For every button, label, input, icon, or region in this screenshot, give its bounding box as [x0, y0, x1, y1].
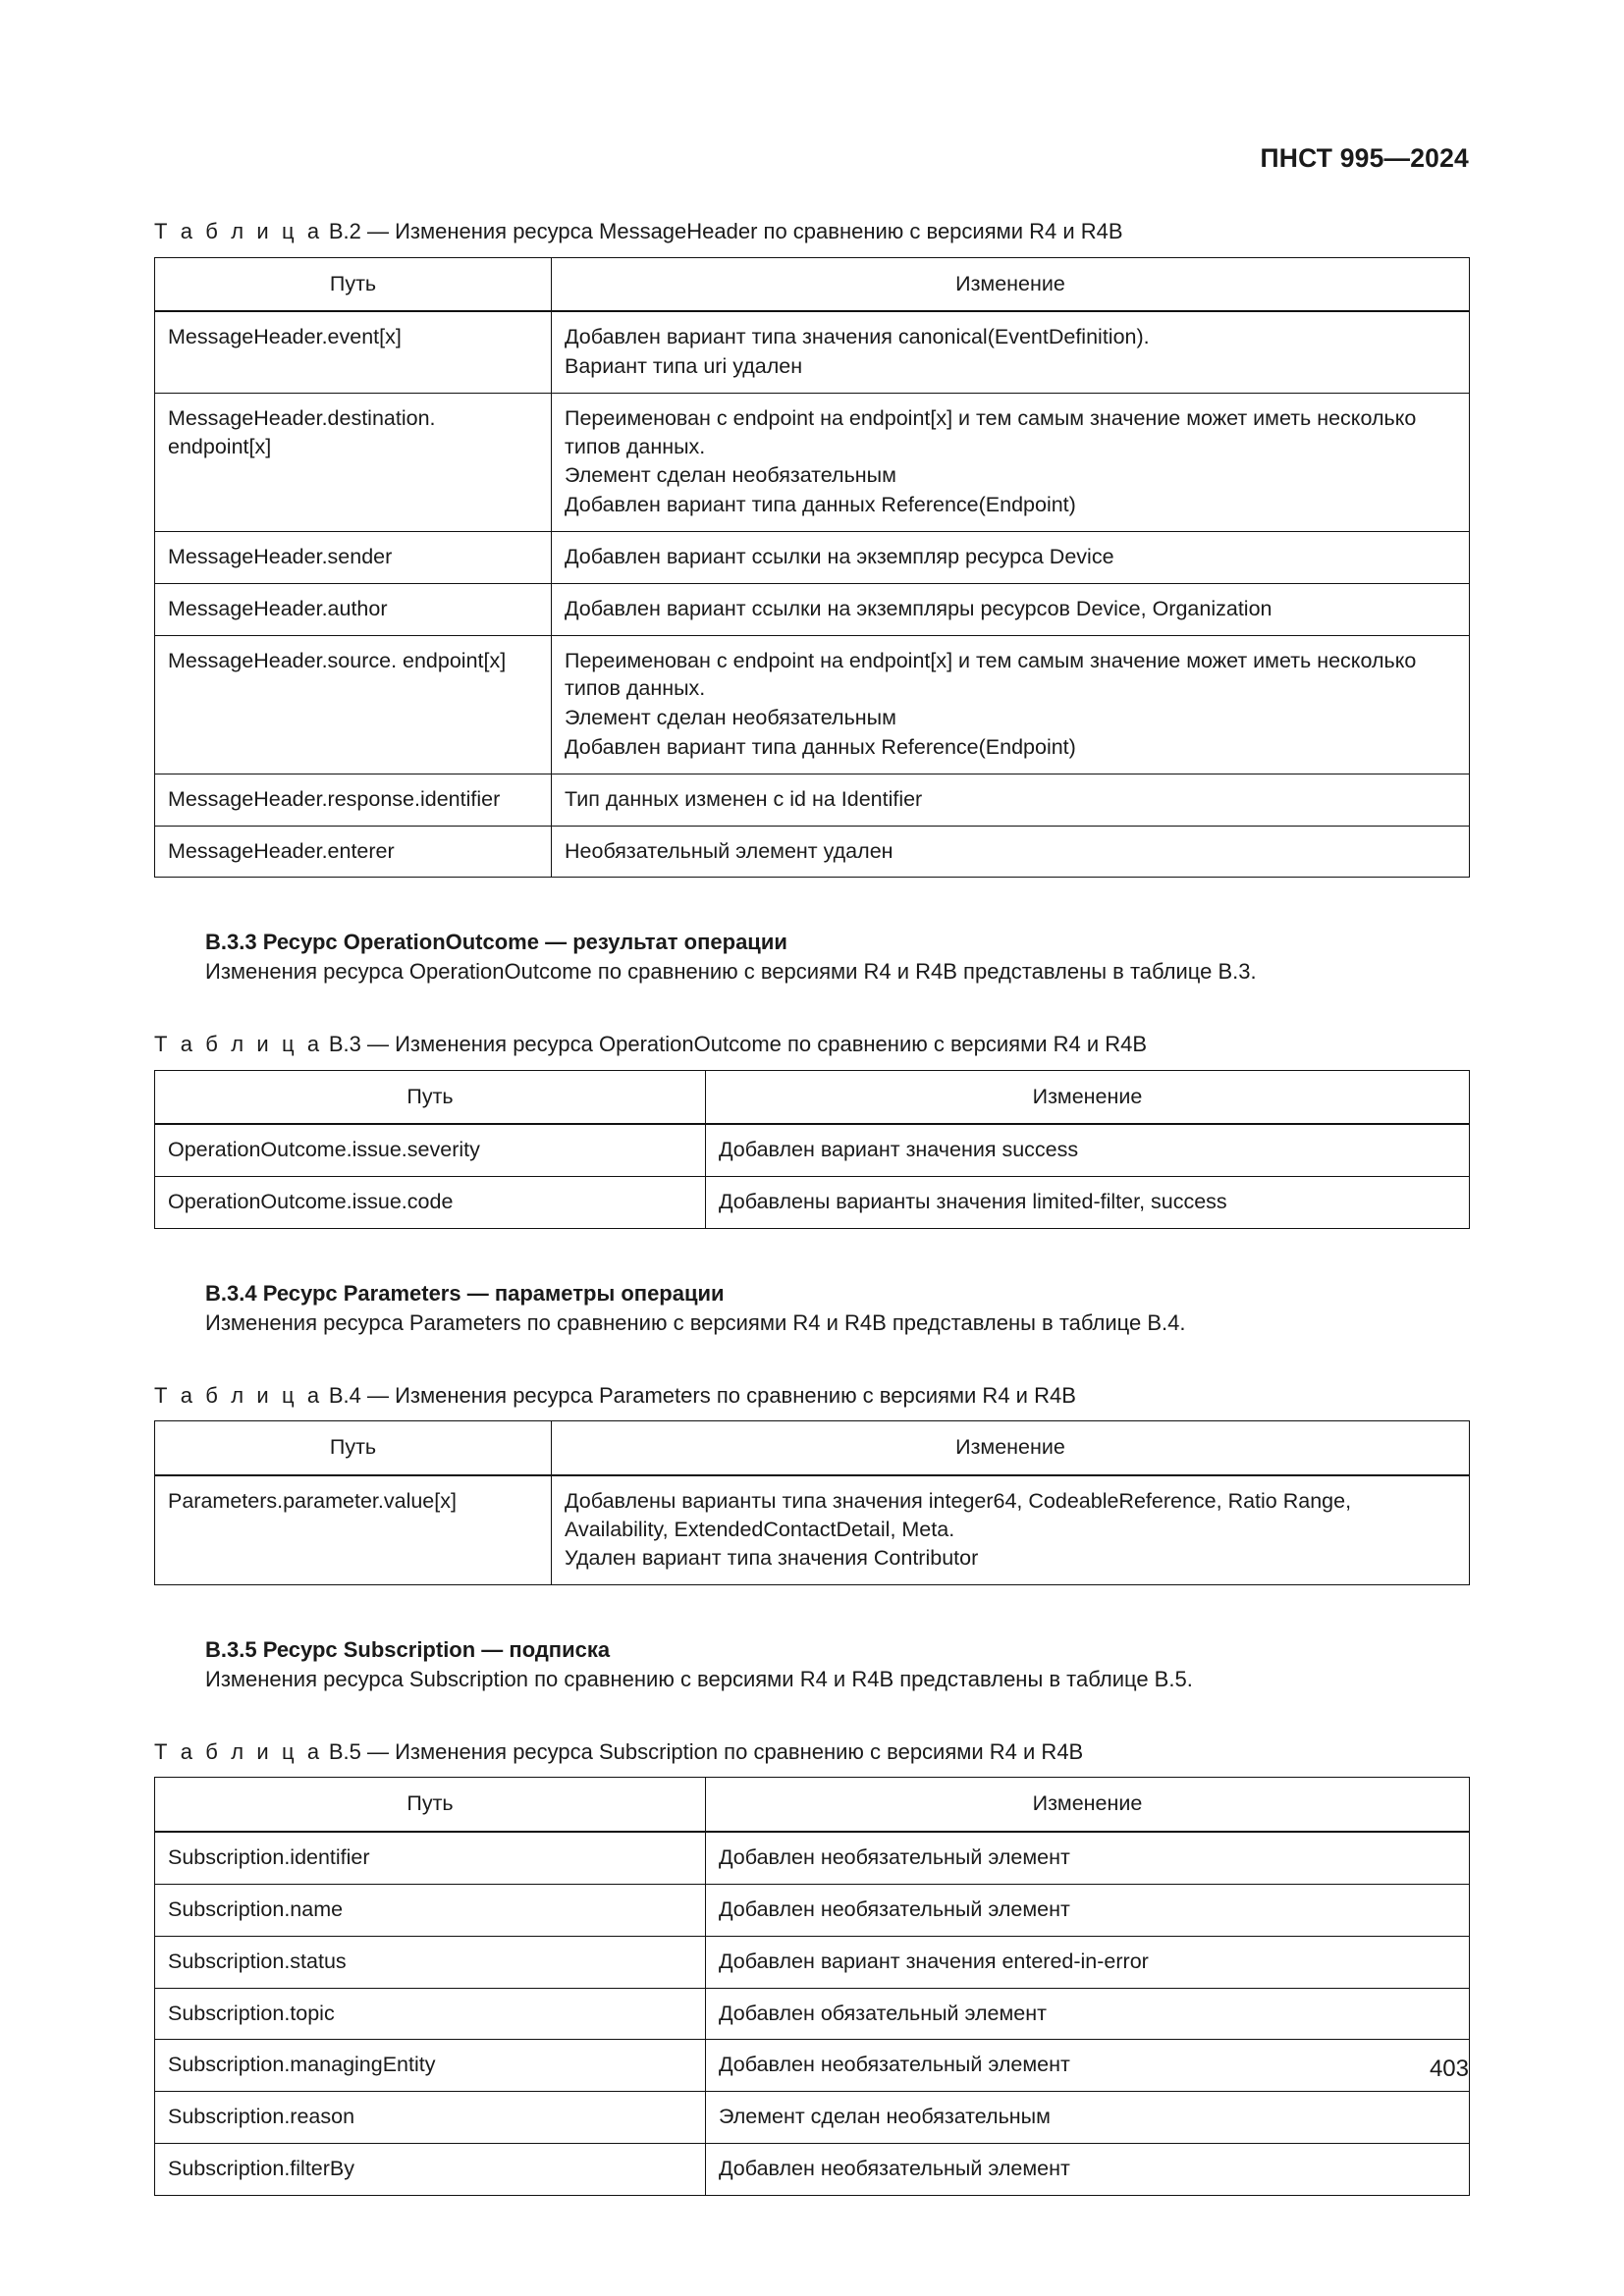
table-b2-col-change: Изменение: [552, 257, 1470, 311]
heading-b33: В.3.3 Ресурс OperationOutcome — результат операции: [205, 930, 787, 955]
table-b3-col-path: Путь: [155, 1070, 706, 1124]
cell-path: Subscription.reason: [155, 2092, 706, 2144]
table-b5-col-path: Путь: [155, 1778, 706, 1832]
cell-path: MessageHeader.response.identifier: [155, 774, 552, 826]
table-row: [155, 311, 1470, 393]
page-content: [154, 218, 1470, 2196]
cell-change: [552, 1475, 1470, 1585]
cell-change: [552, 393, 1470, 531]
cell-change: [706, 1832, 1470, 1884]
change-line: Добавлены варианты значения limited-filter, success: [719, 1190, 1227, 1214]
heading-b34: В.3.4 Ресурс Parameters — параметры операции: [205, 1280, 725, 1306]
cell-path: Parameters.parameter.value[x]: [155, 1475, 552, 1585]
cell-path: MessageHeader.destination. endpoint[x]: [155, 393, 552, 531]
table-row: [155, 1475, 1470, 1585]
table-b4-header-row: [155, 1421, 1470, 1475]
table-row: [155, 1936, 1470, 1988]
cell-change: [706, 1988, 1470, 2040]
change-line: Добавлен вариант типа данных Reference(Endpoint): [565, 493, 1076, 517]
change-line: Добавлен необязательный элемент: [719, 2156, 1070, 2180]
table-b4-col-change: Изменение: [552, 1421, 1470, 1475]
cell-change: [552, 774, 1470, 826]
heading-b35: В.3.5 Ресурс Subscription — подписка: [205, 1637, 611, 1663]
change-line: Элемент сделан необязательным: [719, 2105, 1051, 2129]
cell-path: MessageHeader.sender: [155, 532, 552, 584]
change-line: Переименован с endpoint на endpoint[x] и тем самым значение может иметь несколько типов данных.: [565, 405, 1417, 458]
table-b2: [154, 257, 1470, 879]
cell-path: OperationOutcome.issue.severity: [155, 1124, 706, 1176]
table-b3-header-row: [155, 1070, 1470, 1124]
table-b2-col-path: Путь: [155, 257, 552, 311]
cell-change: [706, 1124, 1470, 1176]
change-line: Добавлен вариант ссылки на экземпляры ресурсов Device, Organization: [565, 596, 1272, 620]
cell-path: MessageHeader.event[x]: [155, 311, 552, 393]
table-row: [155, 774, 1470, 826]
change-line: Элемент сделан необязательным: [565, 463, 896, 488]
table-caption-b4-text: В.4 — Изменения ресурса Parameters по сравнению с версиями R4 и R4B: [328, 1382, 1076, 1408]
table-row: [155, 635, 1470, 774]
cell-path: MessageHeader.enterer: [155, 826, 552, 878]
table-caption-b4: [154, 1382, 1470, 1410]
paragraph-b34: Изменения ресурса Parameters по сравнению с версиями R4 и R4B представлены в таблице В.4.: [205, 1309, 1186, 1335]
table-row: [155, 1124, 1470, 1176]
change-line: Тип данных изменен с id на Identifier: [565, 786, 923, 811]
change-line: Вариант типа uri удален: [565, 354, 803, 379]
table-caption-b4-label: Т а б л и ц а: [154, 1382, 323, 1408]
table-b4-col-path: Путь: [155, 1421, 552, 1475]
spacer: [154, 878, 1470, 929]
spacer: [154, 1693, 1470, 1738]
table-b5-header-row: [155, 1778, 1470, 1832]
standard-identifier: ПНСТ 995—2024: [1260, 143, 1469, 173]
change-line: Добавлен вариант значения success: [719, 1138, 1079, 1162]
table-caption-b5-text: В.5 — Изменения ресурса Subscription по сравнению с версиями R4 и R4B: [328, 1738, 1084, 1764]
table-b3-col-change: Изменение: [706, 1070, 1470, 1124]
table-caption-b2-text: В.2 — Изменения ресурса MessageHeader по сравнению с версиями R4 и R4B: [328, 219, 1123, 243]
change-line: Добавлен вариант ссылки на экземпляр ресурса Device: [565, 545, 1114, 569]
spacer: [154, 1585, 1470, 1636]
table-row: [155, 2143, 1470, 2195]
page-number: 403: [1429, 2056, 1469, 2082]
table-b5-col-change: Изменение: [706, 1778, 1470, 1832]
cell-path: Subscription.name: [155, 1885, 706, 1937]
change-line: Удален вариант типа значения Contributor: [565, 1546, 979, 1571]
cell-change: [706, 1885, 1470, 1937]
cell-path: Subscription.managingEntity: [155, 2040, 706, 2092]
table-caption-b2-label: Т а б л и ц а: [154, 219, 323, 243]
table-row: [155, 393, 1470, 531]
table-caption-b2: [154, 218, 1470, 245]
table-b3: [154, 1070, 1470, 1229]
change-line: Добавлен вариант значения entered-in-error: [719, 1949, 1149, 1973]
table-caption-b3: [154, 1031, 1470, 1058]
paragraph-b33: Изменения ресурса OperationOutcome по сравнению с версиями R4 и R4B представлены в таблице В.3.: [205, 959, 1257, 985]
cell-path: Subscription.topic: [155, 1988, 706, 2040]
cell-change: [706, 2143, 1470, 2195]
cell-path: Subscription.identifier: [155, 1832, 706, 1884]
table-b5: [154, 1777, 1470, 2195]
cell-change: [552, 311, 1470, 393]
table-row: [155, 1832, 1470, 1884]
table-row: [155, 826, 1470, 878]
cell-change: [552, 635, 1470, 774]
table-caption-b5: [154, 1738, 1470, 1766]
table-caption-b3-label: Т а б л и ц а: [154, 1032, 323, 1057]
table-row: [155, 1177, 1470, 1229]
table-row: [155, 1885, 1470, 1937]
cell-path: Subscription.status: [155, 1936, 706, 1988]
cell-change: [706, 2092, 1470, 2144]
cell-path: Subscription.filterBy: [155, 2143, 706, 2195]
table-caption-b5-label: Т а б л и ц а: [154, 1738, 323, 1764]
table-row: [155, 532, 1470, 584]
cell-change: [706, 1177, 1470, 1229]
change-line: Добавлен необязательный элемент: [719, 1897, 1070, 1921]
change-line: Переименован с endpoint на endpoint[x] и тем самым значение может иметь несколько типов данных.: [565, 648, 1417, 701]
change-line: Необязательный элемент удален: [565, 838, 893, 863]
table-b4: [154, 1420, 1470, 1585]
change-line: Добавлен необязательный элемент: [719, 2053, 1070, 2077]
spacer: [154, 986, 1470, 1031]
change-line: Добавлен вариант типа данных Reference(Endpoint): [565, 735, 1076, 760]
cell-path: MessageHeader.source. endpoint[x]: [155, 635, 552, 774]
change-line: Элемент сделан необязательным: [565, 706, 896, 730]
cell-change: [552, 532, 1470, 584]
change-line: Добавлен обязательный элемент: [719, 2001, 1047, 2025]
table-row: [155, 583, 1470, 635]
paragraph-b35: Изменения ресурса Subscription по сравнению с версиями R4 и R4B представлены в таблице В.5.: [205, 1666, 1193, 1691]
cell-path: OperationOutcome.issue.code: [155, 1177, 706, 1229]
cell-change: [552, 826, 1470, 878]
table-row: [155, 2092, 1470, 2144]
running-header: [154, 145, 1469, 179]
cell-change: [706, 1936, 1470, 1988]
change-line: Добавлены варианты типа значения integer64, CodeableReference, Ratio Range, Availability, ExtendedContactDetail, Meta.: [565, 1488, 1352, 1541]
spacer: [154, 1337, 1470, 1382]
change-line: Добавлен необязательный элемент: [719, 1845, 1070, 1870]
cell-change: [552, 583, 1470, 635]
table-row: [155, 1988, 1470, 2040]
cell-path: MessageHeader.author: [155, 583, 552, 635]
table-caption-b3-text: В.3 — Изменения ресурса OperationOutcome по сравнению с версиями R4 и R4B: [328, 1032, 1148, 1057]
change-line: Добавлен вариант типа значения canonical(EventDefinition).: [565, 325, 1150, 349]
table-b2-header-row: [155, 257, 1470, 311]
spacer: [154, 1229, 1470, 1280]
